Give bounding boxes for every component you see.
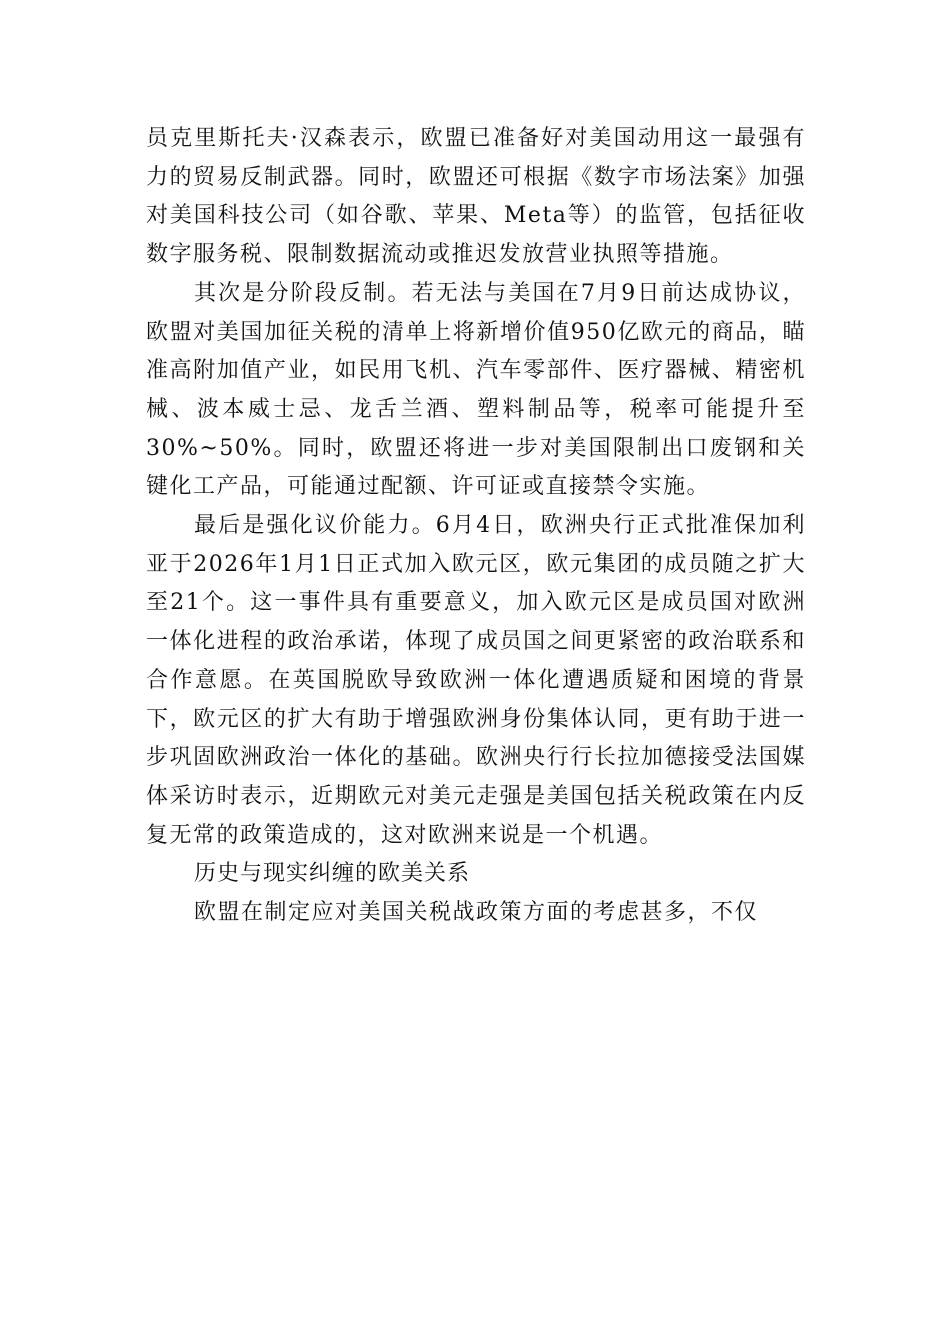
body-paragraph-1: 员克里斯托夫·汉森表示，欧盟已准备好对美国动用这一最强有力的贸易反制武器。同时，欧盟还可根据《数字市场法案》加强对美国科技公司（如谷歌、苹果、Meta等）的监管，包括征收数字服务税、限制数据流动或推迟发放营业执照等措施。 (146, 126, 806, 268)
document-page (146, 120, 806, 933)
body-paragraph-2: 其次是分阶段反制。若无法与美国在7月9日前达成协议，欧盟对美国加征关税的清单上将新增价值950亿欧元的商品，瞄准高附加值产业，如民用飞机、汽车零部件、医疗器械、精密机械、波本威士忌、龙舌兰酒、塑料制品等，税率可能提升至30%~50%。同时，欧盟还将进一步对美国限制出口废钢和关键化工产品，可能通过配额、许可证或直接禁令实施。 (146, 280, 806, 500)
section-heading: 历史与现实纠缠的欧美关系 (194, 861, 471, 887)
body-paragraph-3: 最后是强化议价能力。6月4日，欧洲央行正式批准保加利亚于2026年1月1日正式加入欧元区，欧元集团的成员随之扩大至21个。这一事件具有重要意义，加入欧元区是成员国对欧洲一体化进程的政治承诺，体现了成员国之间更紧密的政治联系和合作意愿。在英国脱欧导致欧洲一体化遭遇质疑和困境的背景下，欧元区的扩大有助于增强欧洲身份集体认同，更有助于进一步巩固欧洲政治一体化的基础。欧洲央行行长拉加德接受法国媒体采访时表示，近期欧元对美元走强是美国包括关税政策在内反复无常的政策造成的，这对欧洲来说是一个机遇。 (146, 513, 806, 848)
body-paragraph-4: 欧盟在制定应对美国关税战政策方面的考虑甚多，不仅 (194, 900, 759, 926)
